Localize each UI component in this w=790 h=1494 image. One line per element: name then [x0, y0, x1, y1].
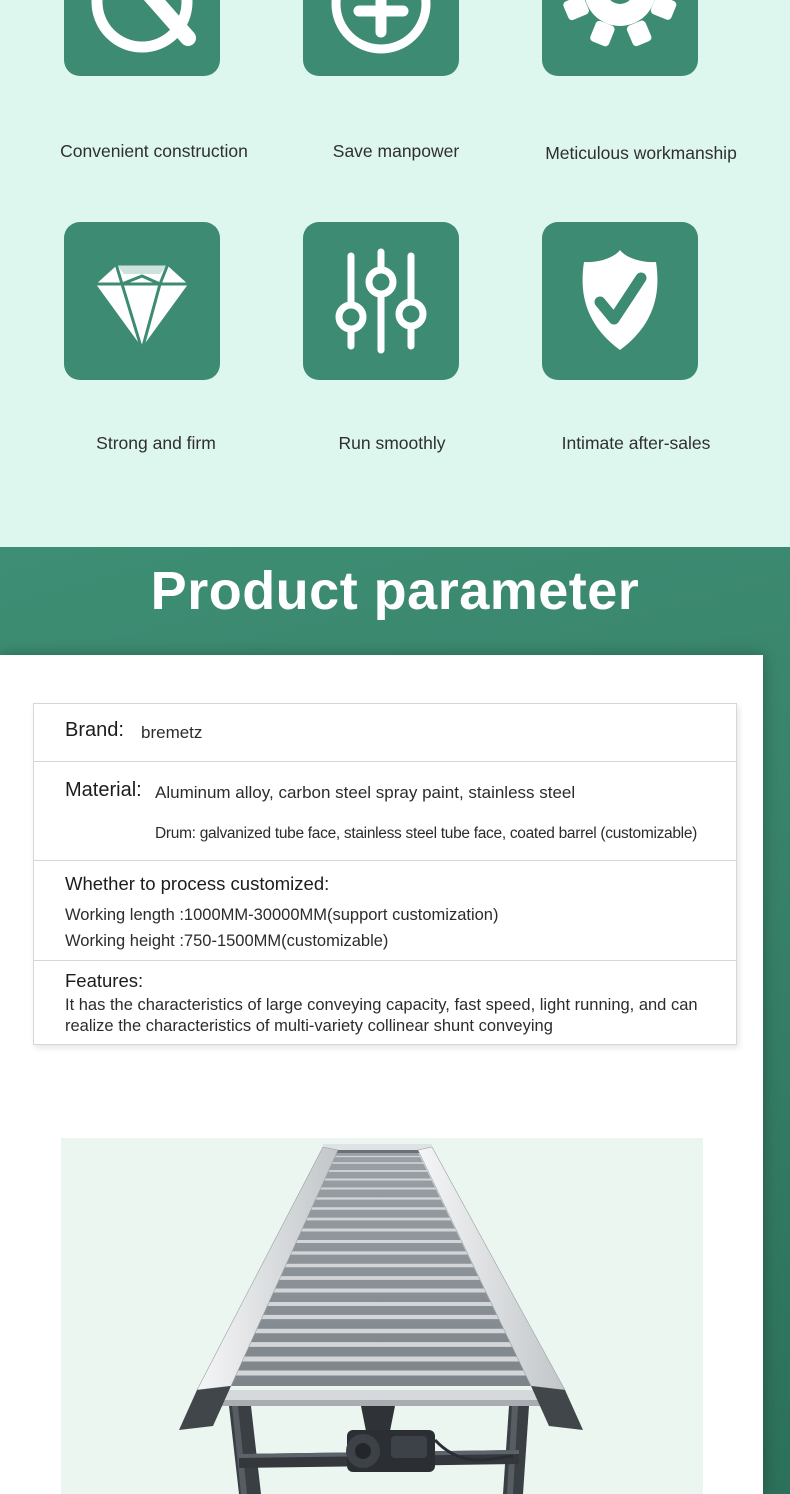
row-value: Working height :750-1500MM(customizable) — [65, 932, 389, 950]
feature-card-save-manpower — [303, 0, 459, 76]
plus-circle-icon — [303, 0, 459, 76]
feature-label: Save manpower — [332, 141, 460, 161]
feature-label: Strong and firm — [96, 433, 216, 453]
roller-conveyor-image — [61, 1138, 703, 1494]
feature-label: Run smoothly — [338, 433, 446, 453]
parameter-table — [33, 703, 737, 1045]
feature-card-strong-and-firm — [64, 222, 220, 380]
row-label: Material: — [65, 779, 142, 801]
row-value: Drum: galvanized tube face, stainless steel tube face, coated barrel (customizable) — [155, 825, 698, 842]
gear-icon — [542, 0, 698, 76]
feature-label: Convenient construction — [60, 141, 248, 161]
diamond-icon — [64, 222, 220, 380]
row-value: bremetz — [141, 723, 203, 742]
table-row-brand — [34, 704, 736, 761]
row-label: Whether to process customized: — [65, 873, 330, 894]
table-row-features — [34, 960, 736, 1044]
feature-card-convenient-construction — [64, 0, 220, 76]
table-row-material — [34, 761, 736, 860]
feature-label: Meticulous workmanship — [545, 143, 737, 163]
row-label: Features: — [65, 970, 144, 991]
row-value: Aluminum alloy, carbon steel spray paint, stainless steel — [155, 783, 576, 802]
table-row-customized — [34, 860, 736, 960]
parameter-card — [0, 655, 763, 1494]
section-title: Product parameter — [150, 561, 640, 621]
feature-label: Intimate after-sales — [561, 433, 711, 453]
feature-card-meticulous-workmanship — [542, 0, 698, 76]
row-label: Brand: — [65, 719, 124, 741]
feature-card-run-smoothly — [303, 222, 459, 380]
row-value: Working length :1000MM-30000MM(support customization) — [65, 906, 499, 924]
feature-card-intimate-after-sales — [542, 222, 698, 380]
hammer-circle-icon — [64, 0, 220, 76]
shield-check-icon — [542, 222, 698, 380]
row-value: It has the characteristics of large conveying capacity, fast speed, light running, and can realize the characteristics of multi-variety collinear shunt conveying — [65, 996, 698, 1035]
sliders-icon — [303, 222, 459, 380]
product-photo — [61, 1138, 703, 1494]
